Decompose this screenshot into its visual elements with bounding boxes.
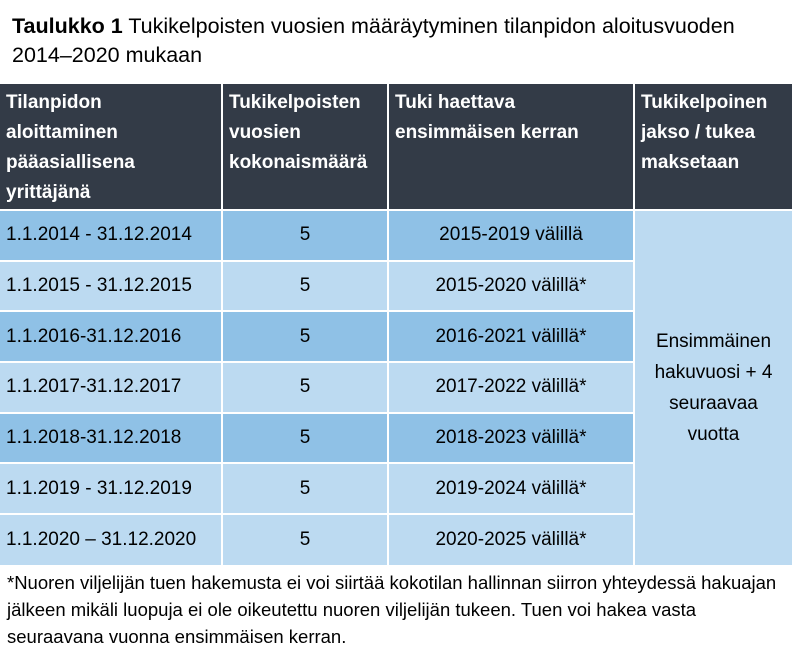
cell-period: 1.1.2019 - 31.12.2019 — [0, 463, 222, 514]
cell-years: 5 — [222, 261, 388, 312]
header-total-years: Tukikelpoisten vuosien kokonaismäärä — [222, 84, 388, 210]
table-footnote: *Nuoren viljelijän tuen hakemusta ei voi siirtää kokotilan hallinnan siirron yhteydessä hakuajan jälkeen mikäli luopuja ei ole oikeutettu nuoren viljelijän tukeen. Tuen voi hakea vasta seuraavana vuonna ensimmäisen kerran. — [7, 572, 777, 647]
cell-period: 1.1.2015 - 31.12.2015 — [0, 261, 222, 312]
cell-apply: 2018-2023 välillä* — [388, 413, 634, 464]
cell-eligible-period-merged: Ensimmäinen hakuvuosi + 4 seuraavaa vuotta — [634, 210, 792, 565]
table-title — [12, 12, 772, 70]
cell-apply: 2017-2022 välillä* — [388, 362, 634, 413]
cell-period: 1.1.2017-31.12.2017 — [0, 362, 222, 413]
cell-years: 5 — [222, 311, 388, 362]
cell-years: 5 — [222, 362, 388, 413]
table-row — [0, 210, 792, 261]
table-title-label: Taulukko 1 — [12, 14, 123, 38]
cell-period: 1.1.2014 - 31.12.2014 — [0, 210, 222, 261]
cell-period: 1.1.2018-31.12.2018 — [0, 413, 222, 464]
header-first-application: Tuki haettava ensimmäisen kerran — [388, 84, 634, 210]
cell-period: 1.1.2016-31.12.2016 — [0, 311, 222, 362]
cell-period: 1.1.2020 – 31.12.2020 — [0, 514, 222, 565]
support-years-table — [0, 84, 792, 565]
cell-apply: 2020-2025 välillä* — [388, 514, 634, 565]
cell-years: 5 — [222, 463, 388, 514]
cell-apply: 2015-2019 välillä — [388, 210, 634, 261]
cell-apply: 2015-2020 välillä* — [388, 261, 634, 312]
header-eligible-period: Tukikelpoinen jakso / tukea maksetaan — [634, 84, 792, 210]
cell-apply: 2016-2021 välillä* — [388, 311, 634, 362]
cell-apply: 2019-2024 välillä* — [388, 463, 634, 514]
table-title-text: Tukikelpoisten vuosien määräytyminen tilanpidon aloitusvuoden 2014–2020 mukaan — [12, 14, 735, 67]
cell-years: 5 — [222, 413, 388, 464]
table-header-row — [0, 84, 792, 210]
cell-years: 5 — [222, 514, 388, 565]
header-start-period: Tilanpidon aloittaminen pääasiallisena yrittäjänä — [0, 84, 222, 210]
cell-years: 5 — [222, 210, 388, 261]
